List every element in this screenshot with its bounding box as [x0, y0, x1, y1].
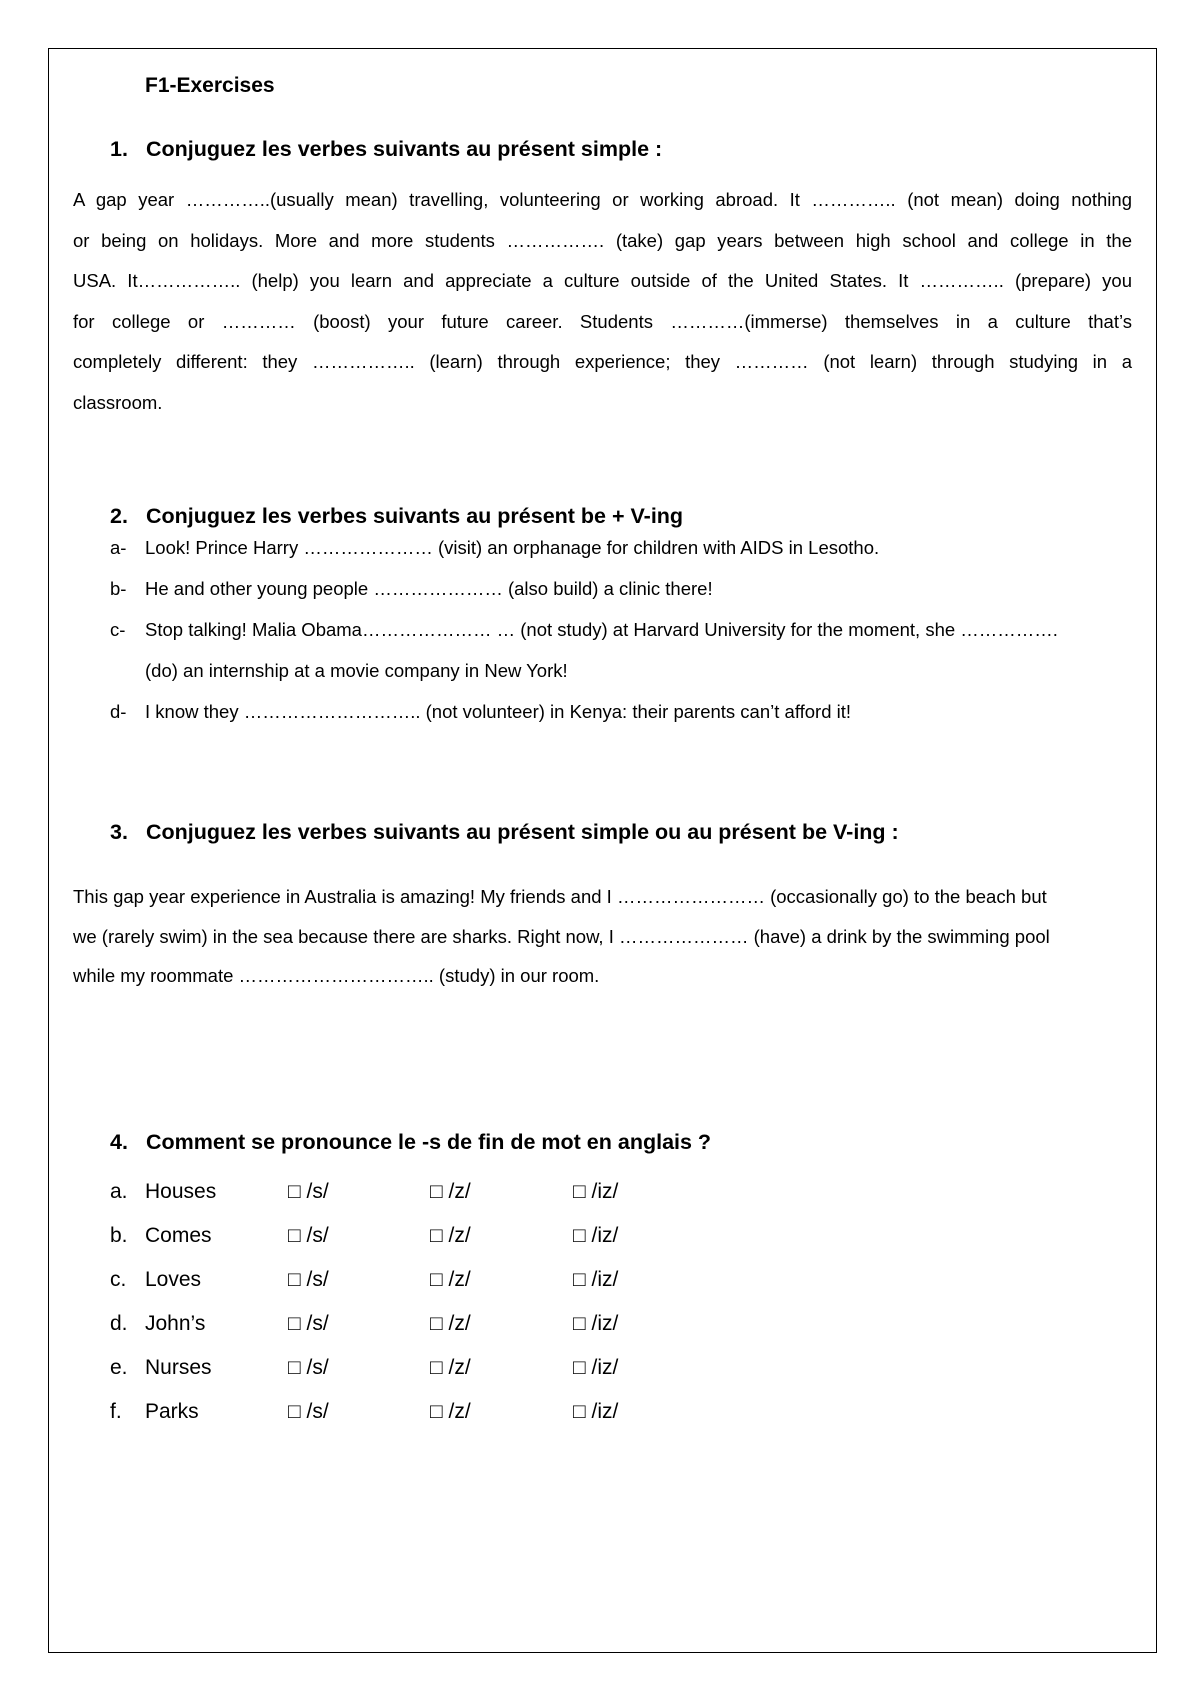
section-number: 4.	[110, 1130, 128, 1154]
row-letter: f.	[110, 1400, 122, 1423]
paragraph-line: completely different: they …………….. (learn) through experience; they ………… (not learn) through studying in a	[73, 351, 1132, 372]
option-z-checkbox[interactable]: □ /z/	[430, 1268, 471, 1291]
row-letter: d.	[110, 1312, 128, 1335]
row-word: John’s	[145, 1312, 206, 1335]
section-1-heading	[110, 137, 662, 162]
paragraph-line: A gap year …………..(usually mean) travelling, volunteering or working abroad. It ………….. (not mean) doing nothing	[73, 189, 1132, 210]
option-iz-checkbox[interactable]: □ /iz/	[573, 1268, 619, 1291]
paragraph-line: classroom.	[73, 391, 163, 413]
paragraph-line: while my roommate ………………………….. (study) in our room.	[73, 965, 600, 986]
section-number: 3.	[110, 820, 128, 844]
option-iz-checkbox[interactable]: □ /iz/	[573, 1312, 619, 1335]
paragraph-line: we (rarely swim) in the sea because there are sharks. Right now, I ………………… (have) a drink by the swimming pool	[73, 925, 1050, 947]
option-s-checkbox[interactable]: □ /s/	[288, 1224, 329, 1247]
section-3-heading	[110, 820, 899, 845]
item-text: Look! Prince Harry ………………… (visit) an orphanage for children with AIDS in Lesotho.	[145, 537, 880, 558]
row-word: Parks	[145, 1400, 199, 1423]
section-number: 1.	[110, 137, 128, 161]
paragraph-line: This gap year experience in Australia is amazing! My friends and I …………………… (occasionally go) to the beach but	[73, 886, 1047, 907]
option-s-checkbox[interactable]: □ /s/	[288, 1268, 329, 1291]
exercise-item	[110, 618, 1058, 683]
option-z-checkbox[interactable]: □ /z/	[430, 1224, 471, 1247]
option-z-checkbox[interactable]: □ /z/	[430, 1400, 471, 1423]
item-marker: b-	[110, 578, 127, 599]
paragraph-line: or being on holidays. More and more students ……………. (take) gap years between high school and college in the	[73, 229, 1132, 251]
document-title: F1-Exercises	[145, 74, 275, 97]
section-title: Conjuguez les verbes suivants au présent simple ou au présent be V-ing :	[146, 820, 899, 844]
exercise-item	[110, 700, 851, 724]
section-title: Conjuguez les verbes suivants au présent be + V-ing	[146, 504, 684, 528]
row-letter: c.	[110, 1268, 127, 1291]
option-s-checkbox[interactable]: □ /s/	[288, 1400, 329, 1423]
section-4-heading	[110, 1130, 711, 1155]
option-z-checkbox[interactable]: □ /z/	[430, 1180, 471, 1203]
paragraph-line: for college or ………… (boost) your future career. Students …………(immerse) themselves in a culture that’s	[73, 310, 1132, 332]
section-title: Conjuguez les verbes suivants au présent simple :	[146, 137, 663, 161]
option-s-checkbox[interactable]: □ /s/	[288, 1312, 329, 1335]
option-iz-checkbox[interactable]: □ /iz/	[573, 1356, 619, 1379]
item-marker: c-	[110, 619, 126, 640]
item-text: He and other young people ………………… (also build) a clinic there!	[145, 578, 713, 599]
row-letter: e.	[110, 1356, 128, 1379]
row-letter: b.	[110, 1224, 128, 1247]
section-3-paragraph	[73, 877, 1132, 996]
item-marker: d-	[110, 701, 127, 722]
option-iz-checkbox[interactable]: □ /iz/	[573, 1180, 619, 1203]
option-z-checkbox[interactable]: □ /z/	[430, 1312, 471, 1335]
item-text: Stop talking! Malia Obama………………… … (not study) at Harvard University for the moment, she …………….	[145, 619, 1058, 640]
exercise-item	[110, 536, 879, 560]
option-s-checkbox[interactable]: □ /s/	[288, 1180, 329, 1203]
option-iz-checkbox[interactable]: □ /iz/	[573, 1224, 619, 1247]
row-word: Houses	[145, 1180, 217, 1203]
row-letter: a.	[110, 1180, 128, 1203]
item-continuation: (do) an internship at a movie company in New York!	[145, 660, 568, 681]
option-z-checkbox[interactable]: □ /z/	[430, 1356, 471, 1379]
item-marker: a-	[110, 537, 127, 558]
paragraph-line: USA. It…………….. (help) you learn and appreciate a culture outside of the United States. It ………….. (prepare) you	[73, 270, 1132, 291]
row-word: Nurses	[145, 1356, 212, 1379]
option-iz-checkbox[interactable]: □ /iz/	[573, 1400, 619, 1423]
section-1-paragraph	[73, 180, 1132, 423]
item-text: I know they ……………………….. (not volunteer) in Kenya: their parents can’t afford it!	[145, 701, 852, 722]
exercise-item	[110, 577, 713, 601]
option-s-checkbox[interactable]: □ /s/	[288, 1356, 329, 1379]
section-number: 2.	[110, 504, 128, 528]
section-2-heading	[110, 504, 683, 529]
row-word: Comes	[145, 1224, 212, 1247]
row-word: Loves	[145, 1268, 202, 1291]
section-title: Comment se pronounce le -s de fin de mot en anglais ?	[146, 1130, 712, 1154]
